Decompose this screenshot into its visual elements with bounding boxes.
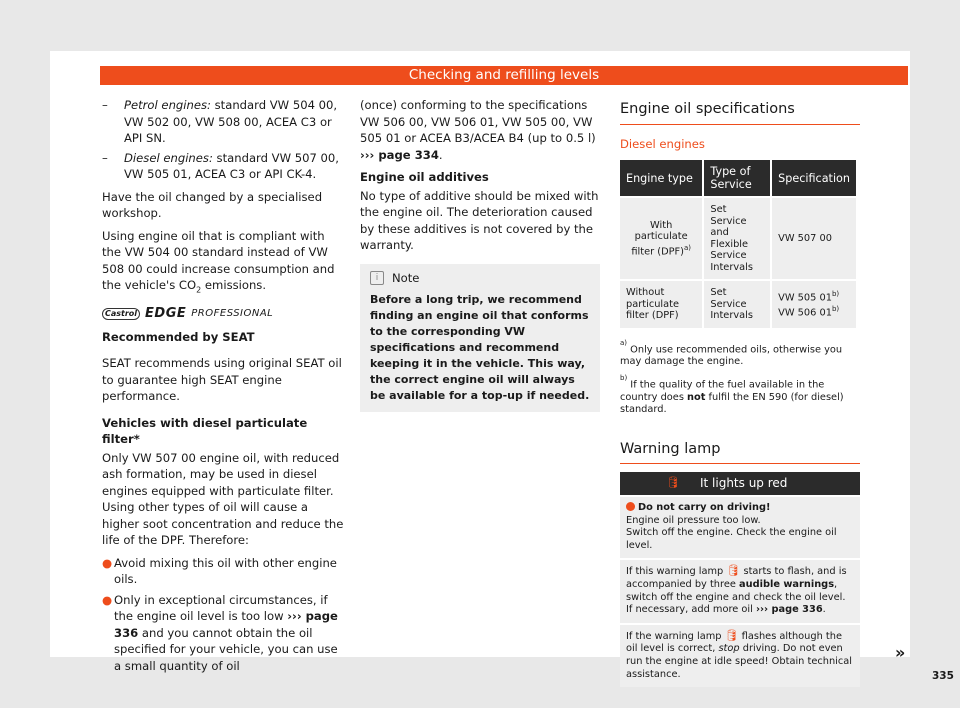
- list-item: – Diesel engines: standard VW 507 00, VW 505 01, ACEA C3 or API CK-4.: [102, 150, 339, 181]
- oil-spec-table: [618, 158, 858, 330]
- page-reference-link[interactable]: ››› page 336: [114, 609, 338, 640]
- table-header: Engine type: [620, 160, 702, 196]
- table-header: Type of Service: [704, 160, 770, 196]
- note-title: Note: [392, 270, 420, 285]
- right-column: [620, 101, 860, 687]
- table-header: Specification: [772, 160, 856, 196]
- middle-column: [360, 97, 600, 412]
- page-number: 335: [932, 670, 954, 682]
- table-row: With particulate filter (DPF)$^{a)}$ Set Service and Flexible Service Intervals VW 507 00: [620, 198, 856, 279]
- bullet-item: ● Avoid mixing this oil with other engine oils.: [102, 555, 337, 587]
- page-header-banner: Checking and refilling levels: [100, 66, 908, 85]
- paragraph: Using engine oil that is compliant with the VW 504 00 standard instead of VW 508 00 could increase consumption and the vehicle's $CO_2$ emissions.: [102, 228, 335, 295]
- footnote: $^{b)}$ If the quality of the fuel available in the country does not fulfil the EN 590 (for diesel) standard.: [620, 373, 844, 416]
- warning-lamp-table: [620, 472, 860, 687]
- section-heading: Vehicles with diesel particulate filter*: [102, 415, 308, 447]
- castrol-edge-logo: Castrol EDGE PROFESSIONAL: [102, 307, 345, 321]
- continue-marker: »: [895, 643, 906, 662]
- manual-page: [50, 51, 954, 682]
- warning-row: If the warning lamp 🛢︎ flashes although the oil level is correct, stop driving. Do not even run the engine at idle speed! Obtain technical assistance.: [620, 625, 860, 687]
- paragraph: No type of additive should be mixed with the engine oil. The deterioration caused by these additives is not covered by the warranty.: [360, 188, 599, 252]
- oil-can-icon: 🛢︎: [666, 476, 680, 490]
- note-text: Before a long trip, we recommend finding an engine oil that conforms to the corresponding VW specifications and recommend keeping it in the vehicle. This way, the correct engine oil will always be available for a top-up if needed.: [370, 293, 590, 402]
- paragraph: Only VW 507 00 engine oil, with reduced ash formation, may be used in diesel engines equipped with particulate filter. Using other types of oil will cause a higher soot concentration and reduce the life of the DPF. Therefore:: [102, 450, 344, 548]
- bullet-item: ● Only in exceptional circumstances, if the engine oil level is too low ››› page 336 and you cannot obtain the oil specified for your vehicle, you can use a small quantity of oil: [102, 592, 338, 673]
- left-column: [102, 97, 345, 678]
- footnote: $^{a)}$ Only use recommended oils, otherwise you may damage the engine.: [620, 338, 843, 368]
- section-heading: Engine oil additives: [360, 170, 489, 184]
- section-heading: Recommended by SEAT: [102, 329, 255, 344]
- warning-row: If this warning lamp 🛢︎ starts to flash, and is accompanied by three audible warnings, switch off the engine and check the oil level. If necessary, add more oil ››› page 336.: [620, 560, 860, 622]
- oil-can-icon: 🛢︎: [724, 628, 739, 642]
- oil-can-icon: 🛢︎: [726, 564, 741, 578]
- warning-header: 🛢︎ It lights up red: [620, 472, 860, 495]
- paragraph: Have the oil changed by a specialised workshop.: [102, 189, 323, 220]
- section-title: Engine oil specifications: [620, 101, 860, 125]
- table-row: Without particulate filter (DPF) Set Service Intervals VW 505 01$^{b)}$ VW 506 01$^{b)}$: [620, 281, 856, 328]
- subheading: Diesel engines: [620, 136, 705, 151]
- warning-row: Do not carry on driving! Engine oil pressure too low. Switch off the engine. Check the engine oil level.: [620, 497, 860, 558]
- note-box: [360, 264, 600, 413]
- list-item: – Petrol engines: standard VW 504 00, VW 502 00, VW 508 00, ACEA C3 or API SN.: [102, 98, 338, 145]
- stop-icon: [626, 502, 635, 511]
- paragraph: (once) conforming to the specifications VW 506 00, VW 506 01, VW 505 00, VW 505 01 or ACEA B3/ACEA B4 (up to 0.5 l) ››› page 334.: [360, 98, 596, 162]
- section-title: Warning lamp: [620, 441, 860, 465]
- page-reference-link[interactable]: ››› page 334: [360, 147, 439, 162]
- info-icon: i: [370, 271, 384, 285]
- paragraph: SEAT recommends using original SEAT oil to guarantee high SEAT engine performance.: [102, 356, 342, 404]
- page-reference-link[interactable]: ››› page 336: [755, 604, 823, 616]
